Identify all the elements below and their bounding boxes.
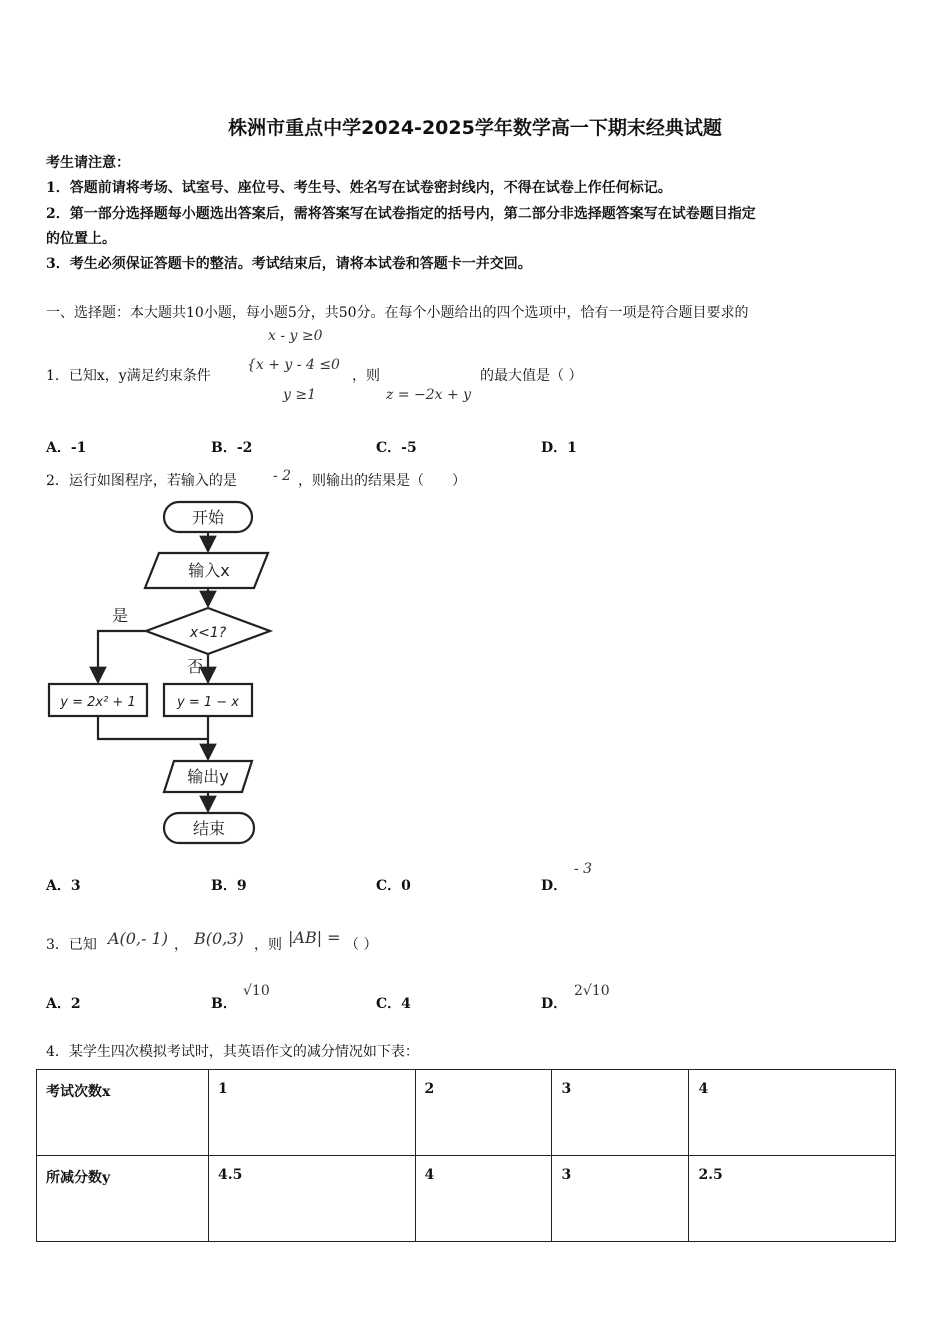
flow-no-formula: y = 1 − x (177, 695, 239, 710)
q2-option-c: C．0 (376, 878, 411, 894)
flow-input-label: 输入x (188, 561, 230, 580)
flow-output-label: 输出y (187, 767, 229, 786)
page-title: 株洲市重点中学2024-2025学年数学高一下期末经典试题 (228, 117, 722, 139)
flow-yes-label: 是 (111, 606, 129, 625)
q1-constraint-2: {x + y - 4 ≤0 (247, 357, 340, 373)
table-cell: 1 (209, 1070, 416, 1156)
q3-option-b-value: √10 (243, 983, 270, 999)
section-heading: 一、选择题：本大题共10小题，每小题5分，共50分。在每个小题给出的四个选项中，恰有一项是符合题目要求的 (46, 305, 749, 321)
q1-option-b: B．-2 (211, 440, 253, 456)
score-table (36, 1069, 896, 1242)
q1-constraint-3: y ≥1 (283, 387, 316, 403)
q4-stem: 4．某学生四次模拟考试时，其英语作文的减分情况如下表： (46, 1044, 419, 1060)
notice-item-2: 2．第一部分选择题每小题选出答案后，需将答案写在试卷指定的括号内，第二部分非选择题答案写在试卷题目指定 (46, 206, 756, 222)
table-cell: 2 (415, 1070, 552, 1156)
q3-option-c: C．4 (376, 996, 411, 1012)
table-cell: 4.5 (209, 1156, 416, 1242)
q1-stem-post: 的最大值是（ ） (480, 368, 583, 384)
q1-objective: z = −2x + y (386, 387, 472, 403)
table-header-cell: 所减分数y (37, 1156, 209, 1242)
q3-stem-mid: ，则 (254, 937, 282, 953)
q1-option-c: C．-5 (376, 440, 417, 456)
table-cell: 2.5 (689, 1156, 896, 1242)
q1-stem-pre: 1．已知x，y满足约束条件 (46, 368, 211, 384)
q2-option-d-value: - 3 (574, 861, 593, 877)
notice-item-3: 3．考生必须保证答题卡的整洁。考试结束后，请将本试卷和答题卡一并交回。 (46, 256, 532, 272)
flow-yes-formula: y = 2x² + 1 (60, 695, 136, 710)
q3-point-b: B(0,3) (194, 929, 244, 948)
table-cell: 4 (689, 1070, 896, 1156)
notice-item-1: 1．答题前请将考场、试室号、座位号、考生号、姓名写在试卷密封线内，不得在试卷上作任何标记。 (46, 180, 672, 196)
flowchart (44, 496, 284, 851)
q3-option-a: A．2 (46, 996, 81, 1012)
q1-option-a: A．-1 (46, 440, 87, 456)
q2-option-d: D． (541, 878, 568, 894)
q2-option-b: B．9 (211, 878, 247, 894)
notice-item-2-cont: 的位置上。 (46, 231, 116, 247)
flow-no-label: 否 (186, 657, 204, 676)
q3-stem-pre: 3．已知 (46, 937, 97, 953)
table-header-cell: 考试次数x (37, 1070, 209, 1156)
q2-stem-pre: 2．运行如图程序，若输入的是 (46, 473, 237, 489)
q1-constraint-1: x - y ≥0 (268, 328, 323, 344)
q2-option-a: A．3 (46, 878, 81, 894)
table-row (37, 1156, 896, 1242)
q3-abs-ab: |AB| = (288, 928, 341, 947)
q3-option-d-value: 2√10 (574, 983, 610, 999)
q3-comma: ， (174, 937, 188, 953)
q1-option-d: D．1 (541, 440, 577, 456)
flow-start-label: 开始 (191, 508, 225, 527)
q1-stem-mid: ，则 (352, 368, 380, 384)
q2-input-value: - 2 (273, 468, 292, 484)
q3-stem-post: （ ） (345, 937, 378, 953)
q3-point-a: A(0,- 1) (108, 929, 168, 948)
table-cell: 3 (552, 1070, 689, 1156)
table-row (37, 1070, 896, 1156)
flow-end-label: 结束 (192, 819, 226, 838)
q3-option-b: B． (211, 996, 237, 1012)
q2-stem-post: ，则输出的结果是（ ） (298, 473, 466, 489)
notice-heading: 考生请注意： (46, 155, 130, 171)
table-cell: 4 (415, 1156, 552, 1242)
flow-cond-label: x<1? (189, 625, 227, 641)
q3-option-d: D． (541, 996, 568, 1012)
table-cell: 3 (552, 1156, 689, 1242)
